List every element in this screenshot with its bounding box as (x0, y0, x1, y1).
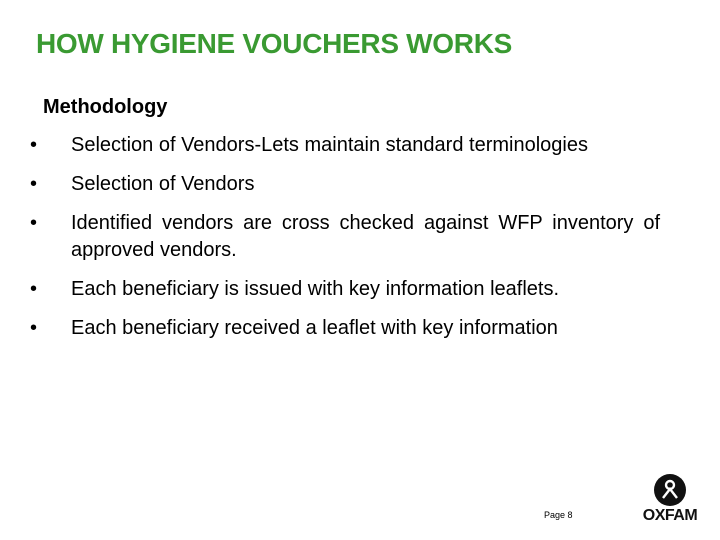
oxfam-logo-icon (654, 474, 686, 506)
oxfam-logo (640, 474, 700, 530)
bullet-list (30, 132, 660, 354)
page-number: Page 8 (544, 510, 573, 520)
page-title: HOW HYGIENE VOUCHERS WORKS (36, 28, 513, 59)
bullet-item: • Identified vendors are cross checked against WFP inventory of approved vendors. (30, 210, 660, 264)
logo-wordmark: OXFAM (642, 507, 698, 524)
bullet-item: • Each beneficiary received a leaflet with key information (30, 315, 660, 342)
bullet-item: • Selection of Vendors (30, 171, 660, 198)
bullet-item: • Selection of Vendors-Lets maintain standard terminologies (30, 132, 660, 159)
oxfam-logo-glyph (654, 474, 686, 506)
section-subtitle: Methodology (43, 96, 168, 118)
bullet-item: • Each beneficiary is issued with key information leaflets. (30, 276, 660, 303)
